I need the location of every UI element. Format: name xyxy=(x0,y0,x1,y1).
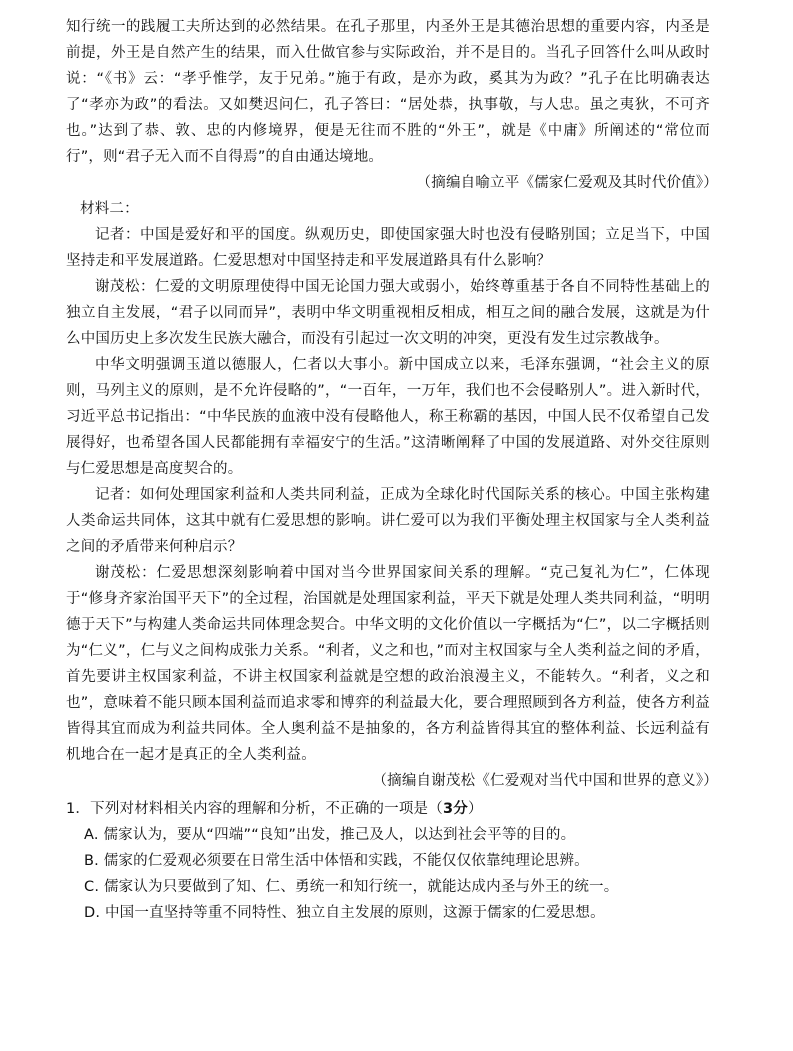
option-b: B. 儒家的仁爱观必须要在日常生活中体悟和实践，不能仅仅依靠纯理论思辨。 xyxy=(84,853,589,869)
paragraph-reporter-question-1: 记者：中国是爱好和平的国度。纵观历史，即使国家强大时也没有侵略别国；立足当下，中国坚持走和平发展道路。仁爱思想对中国坚持走和平发展道路具有什么影响？ xyxy=(66,227,710,269)
option-d: D. 中国一直坚持等重不同特性、独立自主发展的原则，这源于儒家的仁爱思想。 xyxy=(84,905,605,921)
option-c: C. 儒家认为只要做到了知、仁、勇统一和知行统一，就能达成内圣与外王的统一。 xyxy=(84,879,619,895)
paragraph-continuation: 知行统一的践履工夫所达到的必然结果。在孔子那里，内圣外王是其德治思想的重要内容，内圣是前提，外王是自然产生的结果，而入仕做官参与实际政治，并不是目的。当孔子回答什么叫从政时说：“《书》云：“孝乎惟学，友于兄弟。”施于有政，是亦为政，奚其为为政？”孔子在比明确表达了“孝亦为政”的看法。又如樊迟问仁，孔子答曰：“居处恭，执事敬，与人忠。虽之夷狄，不可齐也。”达到了恭、敦、忠的内修境界，便是无往而不胜的“外王”，就是《中庸》所阐述的“常位而行”，则“君子无入而不自得焉”的自由通达境地。 xyxy=(66,19,710,165)
question-stem xyxy=(66,796,710,822)
paragraph-reporter-question-2: 记者：如何处理国家利益和人类共同利益，正成为全球化时代国际关系的核心。中国主张构建人类命运共同体，这其中就有仁爱思想的影响。讲仁爱可以为我们平衡处理主权国家与全人类利益之间的矛盾带来何种启示？ xyxy=(66,487,710,555)
question-stem-text: 1．下列对材料相关内容的理解和分析，不正确的一项是（ xyxy=(66,801,443,817)
material-2-label: 材料二： xyxy=(80,201,139,217)
source-citation-1: （摘编自喻立平《儒家仁爱观及其时代价值》） xyxy=(416,175,718,191)
option-a: A. 儒家认为，要从“四端”“良知”出发，推己及人，以达到社会平等的目的。 xyxy=(84,827,576,843)
paragraph-answer-1-cont: 中华文明强调玉道以德服人，仁者以大事小。新中国成立以来，毛泽东强调，“社会主义的原则，马列主义的原则，是不允许侵略的”，“一百年，一万年，我们也不会侵略别人”。进入新时代，习近平总书记指出：“中华民族的血液中没有侵略他人，称王称霸的基因，中国人民不仅希望自己发展得好，也希望各国人民都能拥有幸福安宁的生活。”这清晰阐释了中国的发展道路、对外交往原则与仁爱思想是高度契合的。 xyxy=(66,357,710,477)
question-stem-end: ） xyxy=(467,801,483,817)
question-score: 3分 xyxy=(442,801,468,817)
paragraph-answer-1: 谢茂松：仁爱的文明原理使得中国无论国力强大或弱小，始终尊重基于各自不同特性基础上的独立自主发展，“君子以同而异”，表明中华文明重视相反相成，相互之间的融合发展，这就是为什么中国历史上多次发生民族大融合，而没有引起过一次文明的冲突，更没有发生过宗教战争。 xyxy=(66,279,710,347)
source-citation-2: （摘编自谢茂松《仁爱观对当代中国和世界的意义》） xyxy=(372,773,718,789)
document-page xyxy=(66,14,718,926)
paragraph-answer-2: 谢茂松：仁爱思想深刻影响着中国对当今世界国家间关系的理解。“克己复礼为仁”，仁体现于“修身齐家治国平天下”的全过程，治国就是处理国家利益，平天下就是处理人类共同利益，“明明德于天下”与构建人类命运共同体理念契合。中华文明的文化价值以一字概括为“仁”，以二字概括则为“仁义”，仁与义之间构成张力关系。“利者，义之和也，”而对主权国家与全人类利益之间的矛盾，首先要讲主权国家利益，不讲主权国家利益就是空想的政治浪漫主义，不能转久。“利者，义之和也”，意味着不能只顾本国利益而追求零和博弈的利益最大化，要合理照顾到各方利益，使各方利益皆得其宜而成为利益共同体。全人奥利益不是抽象的，各方利益皆得其宜的整体利益、长远利益有机地合在一起才是真正的全人类利益。 xyxy=(66,565,710,763)
